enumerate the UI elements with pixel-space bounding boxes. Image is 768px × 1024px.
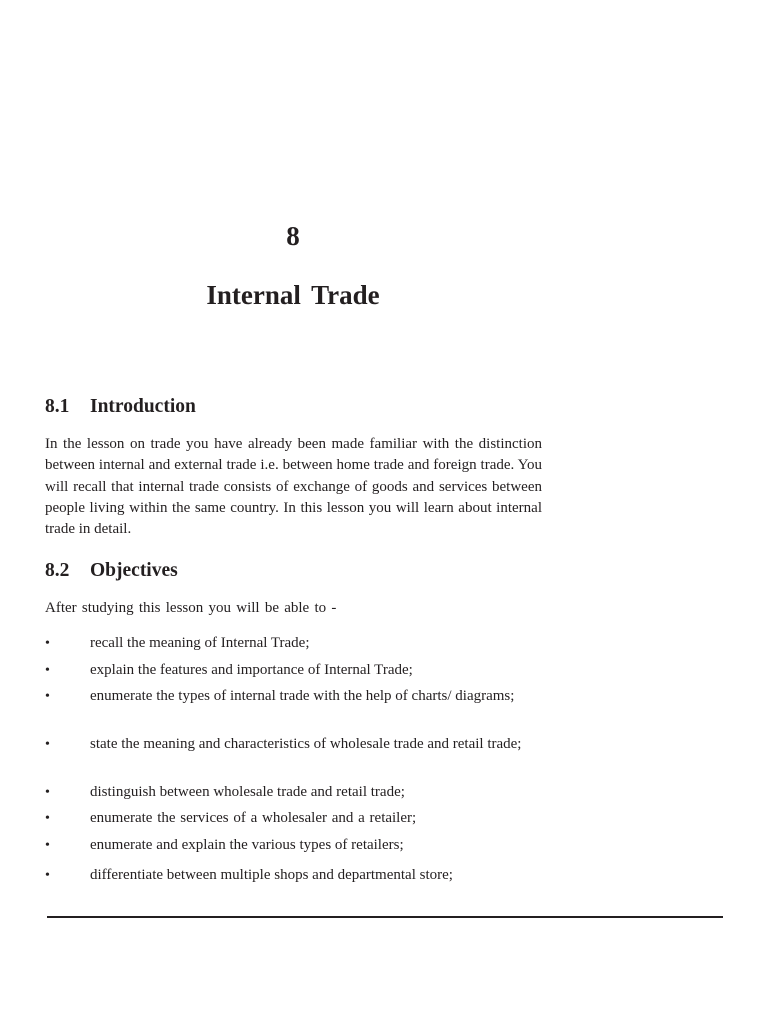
- bullet-icon: •: [45, 689, 50, 704]
- section-heading-objectives: [45, 559, 178, 583]
- list-item-text: distinguish between wholesale trade and retail trade;: [90, 784, 405, 800]
- bullet-icon: •: [45, 868, 50, 883]
- bullet-icon: •: [45, 838, 50, 853]
- list-item-text: enumerate the services of a wholesaler and a retailer;: [90, 810, 417, 826]
- list-item-text: state the meaning and characteristics of wholesale trade and retail trade;: [90, 736, 522, 752]
- list-item-text: differentiate between multiple shops and departmental store;: [90, 867, 453, 883]
- list-item-text: recall the meaning of Internal Trade;: [90, 635, 310, 651]
- chapter-number: 8: [286, 221, 300, 251]
- bullet-icon: •: [45, 737, 50, 752]
- list-item: [45, 633, 542, 654]
- section-title: Objectives: [90, 560, 178, 581]
- section-number: 8.2: [45, 560, 70, 581]
- list-item: [45, 686, 542, 707]
- list-item-text: enumerate the types of internal trade with the help of charts/ diagrams;: [90, 688, 515, 704]
- bullet-icon: •: [45, 785, 50, 800]
- bullet-icon: •: [45, 636, 50, 651]
- objectives-lead-in: After studying this lesson you will be able to -: [45, 600, 337, 616]
- introduction-paragraph: In the lesson on trade you have already been made familiar with the distinction between internal and external trade i.e. between home trade and foreign trade. You will recall that internal trade consists of exchange of goods and services between people living within the same country. In this lesson you will learn about internal trade in detail.: [45, 436, 542, 538]
- list-item: [45, 782, 542, 803]
- list-item-text: explain the features and importance of Internal Trade;: [90, 662, 413, 678]
- section-title: Introduction: [90, 396, 196, 417]
- bullet-icon: •: [45, 663, 50, 678]
- list-item: [45, 660, 542, 681]
- list-item: [45, 808, 542, 829]
- list-item: [45, 835, 542, 856]
- bullet-icon: •: [45, 811, 50, 826]
- list-item-text: enumerate and explain the various types of retailers;: [90, 837, 404, 853]
- list-item: [45, 734, 542, 755]
- section-number: 8.1: [45, 396, 70, 417]
- footer-rule: [47, 916, 723, 918]
- chapter-title: Internal Trade: [206, 280, 380, 310]
- list-item: [45, 865, 542, 886]
- section-heading-introduction: [45, 395, 196, 419]
